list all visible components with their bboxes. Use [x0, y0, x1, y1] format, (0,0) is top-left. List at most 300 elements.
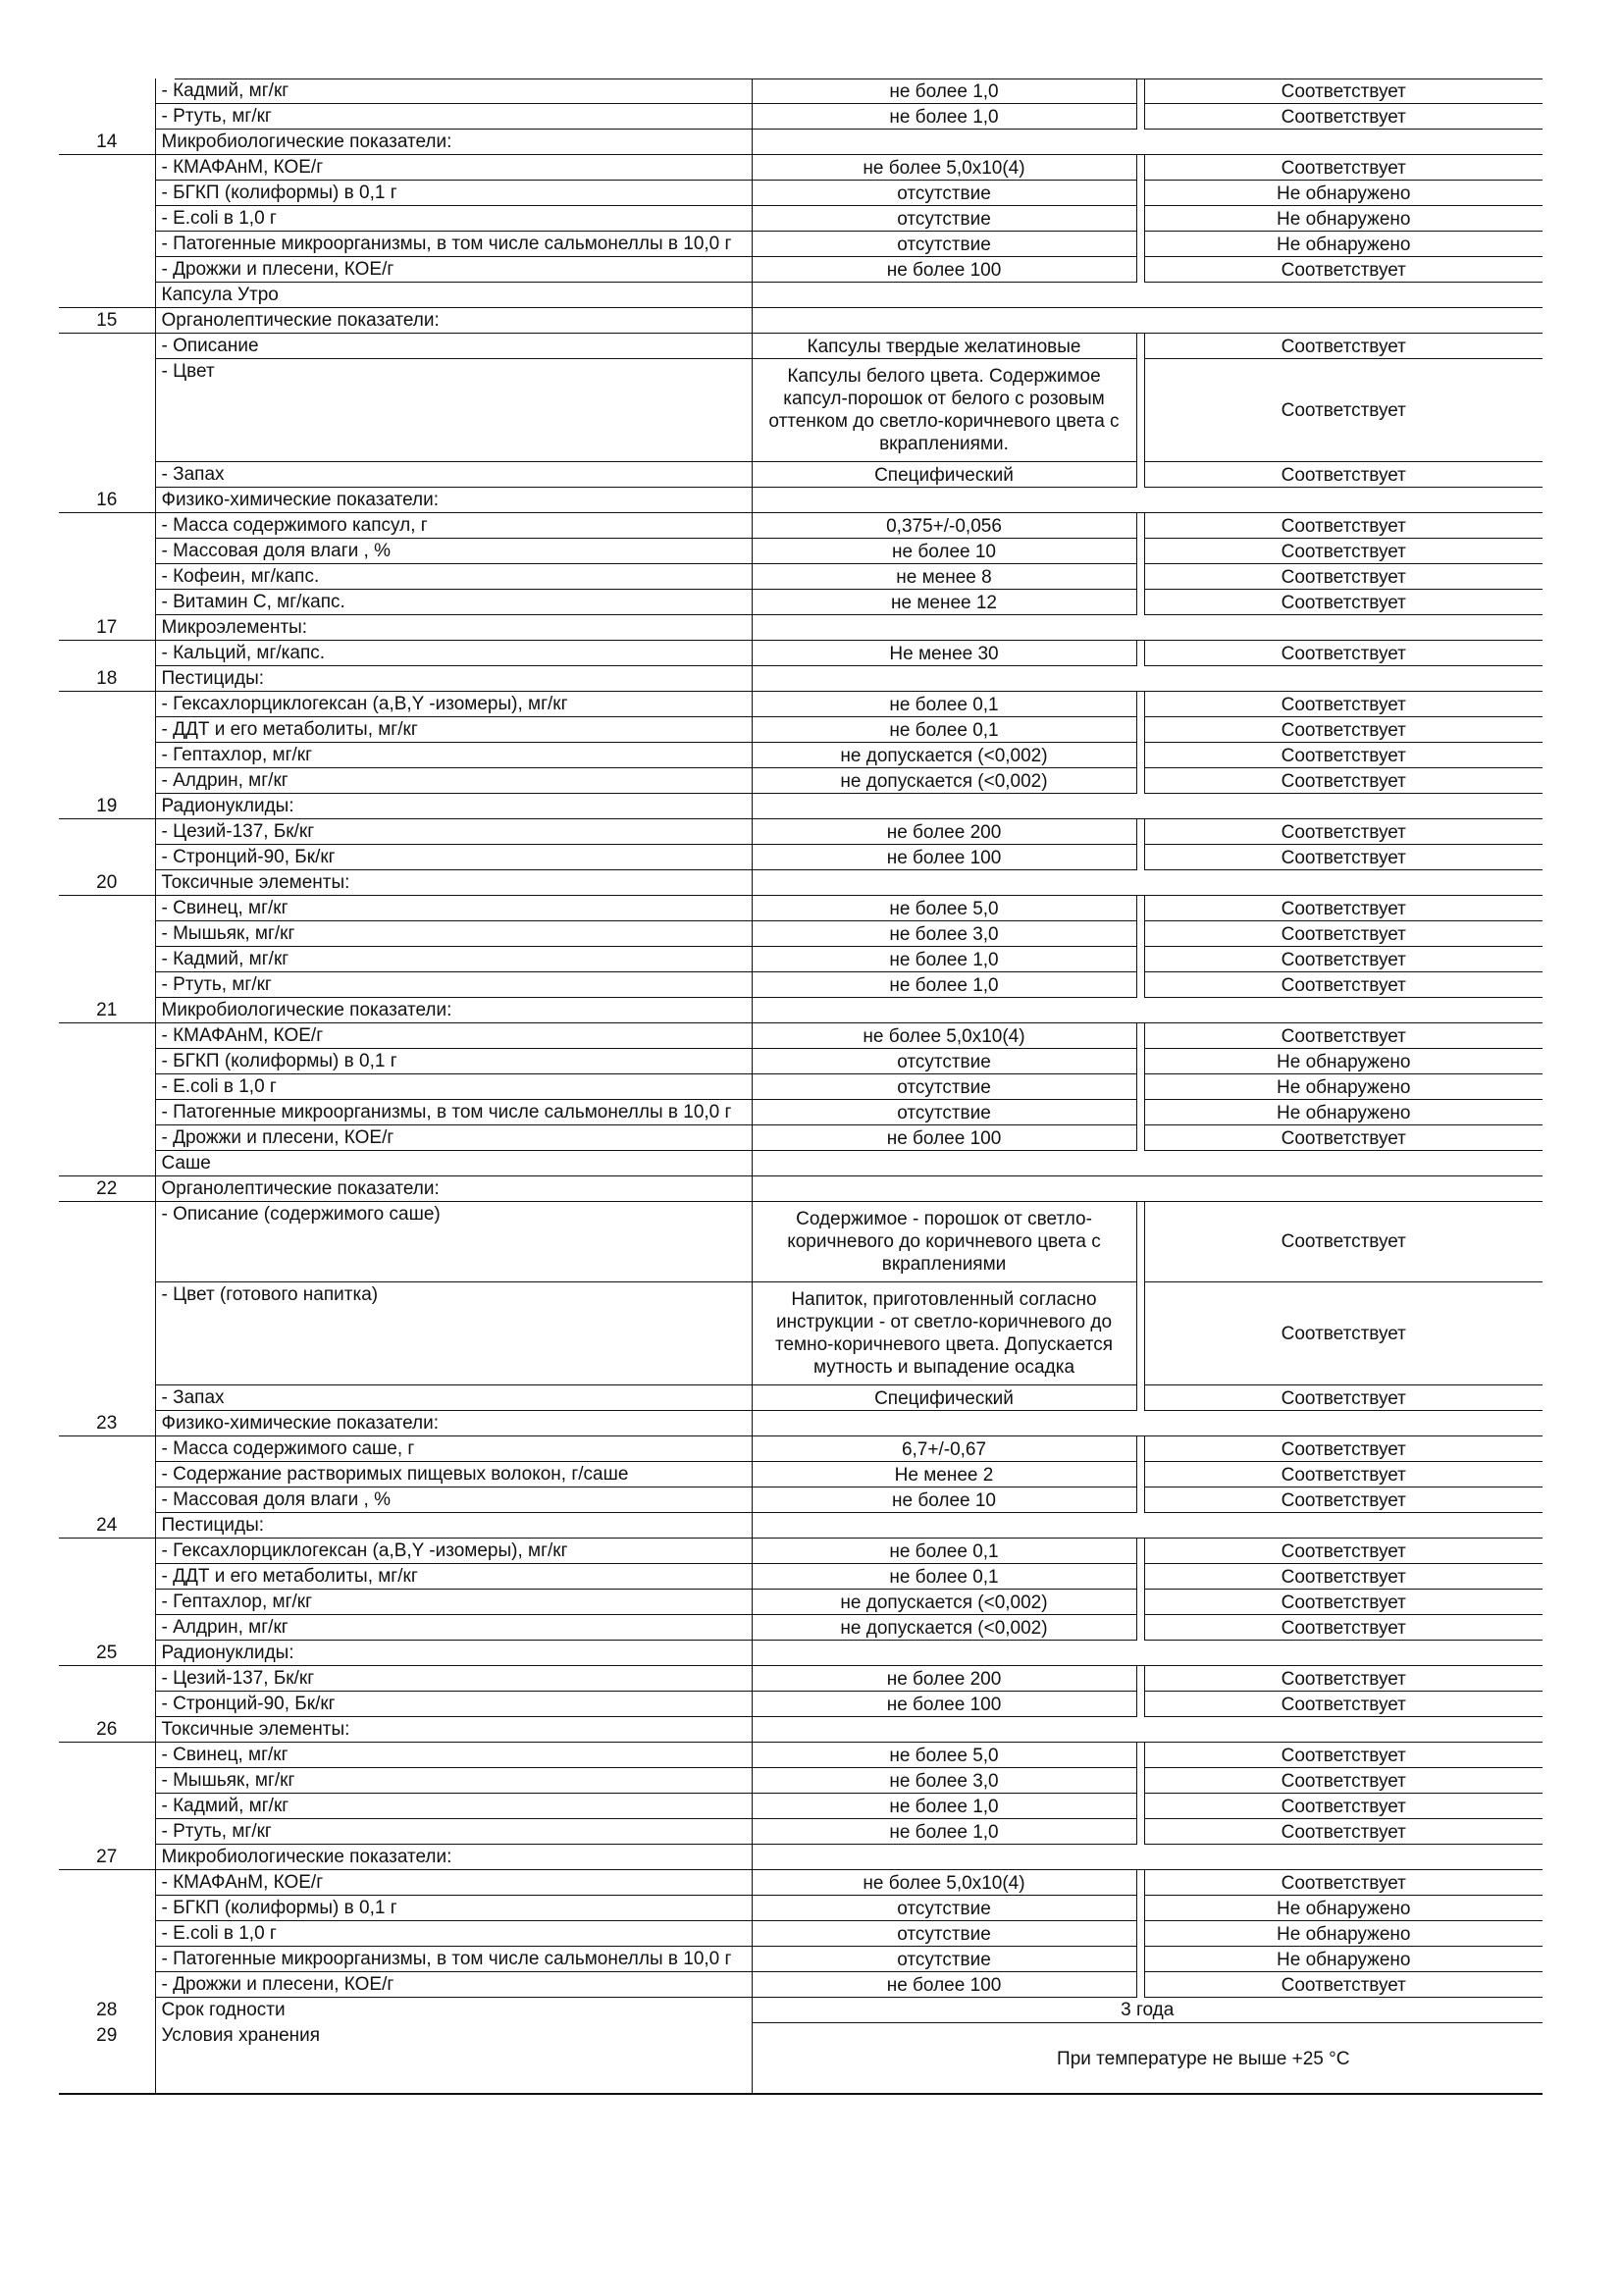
- column-gap: [1136, 1845, 1144, 1870]
- row-number-cell: [59, 717, 155, 743]
- storage-conditions-value: При температуре не выше +25 °С: [752, 2023, 1543, 2095]
- requirement-cell: отсутствие: [752, 1074, 1136, 1100]
- row-number-cell: [59, 1947, 155, 1972]
- column-gap: [1136, 1564, 1144, 1590]
- column-gap: [1136, 1870, 1144, 1896]
- requirement-cell: не более 100: [752, 1972, 1136, 1998]
- section-title-cell: Органолептические показатели:: [155, 308, 752, 334]
- row-number-cell: [59, 104, 155, 130]
- result-cell: Соответствует: [1144, 1743, 1543, 1768]
- indicator-name-cell: - Цезий-137, Бк/кг: [155, 819, 752, 845]
- requirement-cell: не более 10: [752, 539, 1136, 564]
- result-cell: Не обнаружено: [1144, 1074, 1543, 1100]
- product-header-row: [59, 1151, 1543, 1176]
- row-number-cell: [59, 1074, 155, 1100]
- row-number-cell: [59, 1385, 155, 1411]
- indicator-name-cell: - Алдрин, мг/кг: [155, 1615, 752, 1641]
- section-title-cell: Физико-химические показатели:: [155, 488, 752, 513]
- column-gap: [1136, 845, 1144, 870]
- empty-cell: [752, 130, 1136, 155]
- requirement-cell: отсутствие: [752, 206, 1136, 232]
- indicator-name-cell: - Запах: [155, 462, 752, 488]
- result-cell: Соответствует: [1144, 947, 1543, 972]
- requirement-cell: 6,7+/-0,67: [752, 1436, 1136, 1462]
- row-number-cell: [59, 1125, 155, 1151]
- empty-cell: [1144, 1513, 1543, 1539]
- specification-table: [59, 78, 1543, 2095]
- section-title-cell: Микроэлементы:: [155, 615, 752, 641]
- row-number-cell: [59, 1202, 155, 1282]
- section-number-cell: 19: [59, 794, 155, 819]
- result-cell: Соответствует: [1144, 1125, 1543, 1151]
- indicator-row: [59, 1539, 1543, 1564]
- row-number-cell: [59, 334, 155, 359]
- result-cell: Не обнаружено: [1144, 181, 1543, 206]
- indicator-name-cell: - Цвет (готового напитка): [155, 1282, 752, 1385]
- indicator-row: [59, 1125, 1543, 1151]
- requirement-cell: не более 100: [752, 1125, 1136, 1151]
- specification-table-body: [59, 78, 1543, 2094]
- result-cell: Не обнаружено: [1144, 1921, 1543, 1947]
- result-cell: Соответствует: [1144, 1819, 1543, 1845]
- result-cell: Соответствует: [1144, 896, 1543, 921]
- shelf-life-value: 3 года: [752, 1998, 1543, 2023]
- storage-conditions-row: [59, 2023, 1543, 2095]
- column-gap: [1136, 78, 1144, 104]
- indicator-row: [59, 513, 1543, 539]
- row-number-cell: [59, 1870, 155, 1896]
- requirement-cell: не менее 8: [752, 564, 1136, 590]
- result-cell: Соответствует: [1144, 641, 1543, 666]
- requirement-cell: Не менее 2: [752, 1462, 1136, 1487]
- empty-cell: [752, 1513, 1136, 1539]
- requirement-cell: Капсулы твердые желатиновые: [752, 334, 1136, 359]
- indicator-name-cell: - Кальций, мг/капс.: [155, 641, 752, 666]
- requirement-cell: не менее 12: [752, 590, 1136, 615]
- indicator-name-cell: - Гептахлор, мг/кг: [155, 743, 752, 768]
- indicator-name-cell: - Описание (содержимого саше): [155, 1202, 752, 1282]
- indicator-name-cell: - Гексахлорциклогексан (a,B,Y -изомеры), мг/кг: [155, 692, 752, 717]
- result-cell: Соответствует: [1144, 1023, 1543, 1049]
- indicator-name-cell: - ДДТ и его метаболиты, мг/кг: [155, 717, 752, 743]
- result-cell: Не обнаружено: [1144, 1049, 1543, 1074]
- requirement-cell: не более 0,1: [752, 692, 1136, 717]
- product-header-row: [59, 283, 1543, 308]
- column-gap: [1136, 641, 1144, 666]
- row-number-cell: [59, 155, 155, 181]
- result-cell: Соответствует: [1144, 462, 1543, 488]
- indicator-name-cell: - E.coli в 1,0 г: [155, 1074, 752, 1100]
- indicator-row: [59, 768, 1543, 794]
- indicator-row: [59, 181, 1543, 206]
- indicator-name-cell: - Кадмий, мг/кг: [155, 947, 752, 972]
- indicator-row: [59, 155, 1543, 181]
- indicator-name-cell: - Патогенные микроорганизмы, в том числе сальмонеллы в 10,0 г: [155, 232, 752, 257]
- section-number-cell: 16: [59, 488, 155, 513]
- row-number-cell: [59, 232, 155, 257]
- empty-cell: [1144, 998, 1543, 1023]
- indicator-name-cell: - БГКП (колиформы) в 0,1 г: [155, 1896, 752, 1921]
- indicator-name-cell: - БГКП (колиформы) в 0,1 г: [155, 181, 752, 206]
- indicator-name-cell: - Запах: [155, 1385, 752, 1411]
- indicator-row: [59, 1870, 1543, 1896]
- result-cell: Соответствует: [1144, 845, 1543, 870]
- column-gap: [1136, 1590, 1144, 1615]
- column-gap: [1136, 539, 1144, 564]
- product-title-cell: Саше: [155, 1151, 752, 1176]
- result-cell: Соответствует: [1144, 921, 1543, 947]
- indicator-name-cell: - Гептахлор, мг/кг: [155, 1590, 752, 1615]
- section-title-cell: Срок годности: [155, 1998, 752, 2023]
- row-number-cell: [59, 1436, 155, 1462]
- requirement-cell: не более 1,0: [752, 104, 1136, 130]
- row-number-cell: [59, 359, 155, 462]
- column-gap: [1136, 1921, 1144, 1947]
- requirement-cell: Не менее 30: [752, 641, 1136, 666]
- row-number-cell: [59, 78, 155, 104]
- indicator-name-cell: - Описание: [155, 334, 752, 359]
- indicator-name-cell: - Ртуть, мг/кг: [155, 104, 752, 130]
- row-number-cell: [59, 743, 155, 768]
- column-gap: [1136, 947, 1144, 972]
- result-cell: Соответствует: [1144, 1202, 1543, 1282]
- column-gap: [1136, 1743, 1144, 1768]
- specification-table-page: [59, 78, 1543, 2095]
- requirement-cell: отсутствие: [752, 1100, 1136, 1125]
- requirement-cell: не более 1,0: [752, 78, 1136, 104]
- indicator-row: [59, 1023, 1543, 1049]
- empty-cell: [1144, 488, 1543, 513]
- empty-cell: [1144, 615, 1543, 641]
- requirement-cell: отсутствие: [752, 1049, 1136, 1074]
- row-number-cell: [59, 1666, 155, 1692]
- column-gap: [1136, 972, 1144, 998]
- requirement-cell: не более 0,1: [752, 1564, 1136, 1590]
- column-gap: [1136, 692, 1144, 717]
- section-header-row: [59, 998, 1543, 1023]
- indicator-row: [59, 1487, 1543, 1513]
- column-gap: [1136, 232, 1144, 257]
- empty-cell: [1144, 1845, 1543, 1870]
- requirement-cell: не более 1,0: [752, 972, 1136, 998]
- section-title-cell: Условия хранения: [155, 2023, 752, 2095]
- result-cell: Не обнаружено: [1144, 206, 1543, 232]
- indicator-row: [59, 1896, 1543, 1921]
- section-header-row: [59, 1845, 1543, 1870]
- column-gap: [1136, 1125, 1144, 1151]
- section-number-cell: 28: [59, 1998, 155, 2023]
- column-gap: [1136, 615, 1144, 641]
- requirement-cell: не более 1,0: [752, 1819, 1136, 1845]
- requirement-cell: не более 5,0: [752, 896, 1136, 921]
- row-number-cell: [59, 641, 155, 666]
- indicator-row: [59, 717, 1543, 743]
- section-number-cell: 24: [59, 1513, 155, 1539]
- requirement-cell: не более 5,0x10(4): [752, 1870, 1136, 1896]
- empty-cell: [752, 1641, 1136, 1666]
- requirement-cell: не более 0,1: [752, 717, 1136, 743]
- result-cell: Соответствует: [1144, 1794, 1543, 1819]
- empty-cell: [1144, 308, 1543, 334]
- indicator-row: [59, 1947, 1543, 1972]
- column-gap: [1136, 1641, 1144, 1666]
- section-header-row: [59, 615, 1543, 641]
- indicator-row: [59, 1794, 1543, 1819]
- result-cell: Соответствует: [1144, 972, 1543, 998]
- column-gap: [1136, 513, 1144, 539]
- column-gap: [1136, 1100, 1144, 1125]
- empty-cell: [752, 1717, 1136, 1743]
- indicator-row: [59, 1564, 1543, 1590]
- indicator-name-cell: - Масса содержимого саше, г: [155, 1436, 752, 1462]
- section-title-cell: Микробиологические показатели:: [155, 998, 752, 1023]
- indicator-name-cell: - Стронций-90, Бк/кг: [155, 1692, 752, 1717]
- section-title-cell: Токсичные элементы:: [155, 1717, 752, 1743]
- indicator-row: [59, 590, 1543, 615]
- row-number-cell: [59, 1768, 155, 1794]
- indicator-name-cell: - КМАФАнМ, КОЕ/г: [155, 1870, 752, 1896]
- result-cell: Соответствует: [1144, 1462, 1543, 1487]
- empty-cell: [752, 870, 1136, 896]
- indicator-name-cell: - Дрожжи и плесени, КОЕ/г: [155, 257, 752, 283]
- column-gap: [1136, 1819, 1144, 1845]
- row-number-cell: [59, 206, 155, 232]
- indicator-row: [59, 232, 1543, 257]
- shelf-life-row: [59, 1998, 1543, 2023]
- requirement-cell: не более 3,0: [752, 1768, 1136, 1794]
- indicator-row: [59, 334, 1543, 359]
- column-gap: [1136, 1411, 1144, 1436]
- section-header-row: [59, 1176, 1543, 1202]
- column-gap: [1136, 896, 1144, 921]
- column-gap: [1136, 359, 1144, 462]
- indicator-name-cell: - КМАФАнМ, КОЕ/г: [155, 155, 752, 181]
- empty-cell: [752, 1151, 1136, 1176]
- indicator-row: [59, 1921, 1543, 1947]
- result-cell: Соответствует: [1144, 1972, 1543, 1998]
- indicator-name-cell: - КМАФАнМ, КОЕ/г: [155, 1023, 752, 1049]
- column-gap: [1136, 743, 1144, 768]
- indicator-row: [59, 1972, 1543, 1998]
- result-cell: Соответствует: [1144, 590, 1543, 615]
- section-title-cell: Физико-химические показатели:: [155, 1411, 752, 1436]
- indicator-name-cell: - Дрожжи и плесени, КОЕ/г: [155, 1125, 752, 1151]
- indicator-name-cell: - Ртуть, мг/кг: [155, 972, 752, 998]
- result-cell: Соответствует: [1144, 1615, 1543, 1641]
- indicator-row: [59, 1074, 1543, 1100]
- column-gap: [1136, 1151, 1144, 1176]
- result-cell: Соответствует: [1144, 1487, 1543, 1513]
- indicator-row: [59, 1049, 1543, 1074]
- indicator-row: [59, 1202, 1543, 1282]
- indicator-name-cell: - E.coli в 1,0 г: [155, 1921, 752, 1947]
- indicator-row: [59, 743, 1543, 768]
- indicator-row: [59, 1768, 1543, 1794]
- result-cell: Соответствует: [1144, 743, 1543, 768]
- empty-cell: [752, 283, 1136, 308]
- column-gap: [1136, 1513, 1144, 1539]
- column-gap: [1136, 768, 1144, 794]
- column-gap: [1136, 1896, 1144, 1921]
- indicator-name-cell: - Ртуть, мг/кг: [155, 1819, 752, 1845]
- section-title-cell: Микробиологические показатели:: [155, 130, 752, 155]
- section-header-row: [59, 1513, 1543, 1539]
- empty-cell: [752, 998, 1136, 1023]
- requirement-cell: отсутствие: [752, 181, 1136, 206]
- indicator-row: [59, 896, 1543, 921]
- result-cell: Не обнаружено: [1144, 232, 1543, 257]
- column-gap: [1136, 155, 1144, 181]
- column-gap: [1136, 181, 1144, 206]
- indicator-row: [59, 641, 1543, 666]
- empty-cell: [752, 1176, 1136, 1202]
- section-number-cell: 22: [59, 1176, 155, 1202]
- requirement-cell: не допускается (<0,002): [752, 1615, 1136, 1641]
- empty-cell: [752, 615, 1136, 641]
- section-header-row: [59, 1641, 1543, 1666]
- indicator-name-cell: - Цезий-137, Бк/кг: [155, 1666, 752, 1692]
- column-gap: [1136, 1972, 1144, 1998]
- row-number-cell: [59, 590, 155, 615]
- column-gap: [1136, 283, 1144, 308]
- indicator-row: [59, 1692, 1543, 1717]
- indicator-row: [59, 1615, 1543, 1641]
- section-title-cell: Пестициды:: [155, 666, 752, 692]
- requirement-cell: не допускается (<0,002): [752, 1590, 1136, 1615]
- section-number-cell: 14: [59, 130, 155, 155]
- requirement-cell: не более 1,0: [752, 947, 1136, 972]
- requirement-cell: не допускается (<0,002): [752, 768, 1136, 794]
- result-cell: Соответствует: [1144, 513, 1543, 539]
- indicator-name-cell: - Кофеин, мг/капс.: [155, 564, 752, 590]
- column-gap: [1136, 590, 1144, 615]
- result-cell: Соответствует: [1144, 359, 1543, 462]
- indicator-row: [59, 1666, 1543, 1692]
- column-gap: [1136, 334, 1144, 359]
- section-header-row: [59, 130, 1543, 155]
- section-number-cell: 18: [59, 666, 155, 692]
- section-number-cell: 21: [59, 998, 155, 1023]
- indicator-name-cell: - Дрожжи и плесени, КОЕ/г: [155, 1972, 752, 1998]
- section-title-cell: Органолептические показатели:: [155, 1176, 752, 1202]
- column-gap: [1136, 564, 1144, 590]
- requirement-cell: не более 200: [752, 1666, 1136, 1692]
- result-cell: Соответствует: [1144, 564, 1543, 590]
- indicator-row: [59, 1436, 1543, 1462]
- result-cell: Соответствует: [1144, 334, 1543, 359]
- empty-cell: [1144, 1151, 1543, 1176]
- indicator-row: [59, 1282, 1543, 1385]
- row-number-cell: [59, 1921, 155, 1947]
- section-header-row: [59, 794, 1543, 819]
- section-number-cell: 29: [59, 2023, 155, 2095]
- row-number-cell: [59, 1100, 155, 1125]
- result-cell: Соответствует: [1144, 717, 1543, 743]
- column-gap: [1136, 717, 1144, 743]
- result-cell: Соответствует: [1144, 257, 1543, 283]
- section-number-cell: [59, 1151, 155, 1176]
- row-number-cell: [59, 1564, 155, 1590]
- empty-cell: [1144, 870, 1543, 896]
- requirement-cell: Содержимое - порошок от светло-коричневого до коричневого цвета с вкраплениями: [752, 1202, 1136, 1282]
- indicator-row: [59, 1462, 1543, 1487]
- row-number-cell: [59, 768, 155, 794]
- indicator-row: [59, 359, 1543, 462]
- row-number-cell: [59, 462, 155, 488]
- indicator-row: [59, 921, 1543, 947]
- column-gap: [1136, 462, 1144, 488]
- section-number-cell: 23: [59, 1411, 155, 1436]
- result-cell: Соответствует: [1144, 1539, 1543, 1564]
- indicator-name-cell: - Свинец, мг/кг: [155, 1743, 752, 1768]
- indicator-row: [59, 539, 1543, 564]
- result-cell: Соответствует: [1144, 1436, 1543, 1462]
- row-number-cell: [59, 1794, 155, 1819]
- section-number-cell: [59, 283, 155, 308]
- result-cell: Не обнаружено: [1144, 1100, 1543, 1125]
- column-gap: [1136, 1176, 1144, 1202]
- requirement-cell: отсутствие: [752, 1896, 1136, 1921]
- empty-cell: [1144, 130, 1543, 155]
- section-title-cell: Радионуклиды:: [155, 794, 752, 819]
- column-gap: [1136, 1947, 1144, 1972]
- result-cell: Соответствует: [1144, 1564, 1543, 1590]
- row-number-cell: [59, 539, 155, 564]
- empty-cell: [752, 794, 1136, 819]
- column-gap: [1136, 1023, 1144, 1049]
- indicator-name-cell: - Витамин С, мг/капс.: [155, 590, 752, 615]
- row-number-cell: [59, 921, 155, 947]
- indicator-row: [59, 845, 1543, 870]
- indicator-row: [59, 104, 1543, 130]
- indicator-row: [59, 692, 1543, 717]
- row-number-cell: [59, 1282, 155, 1385]
- requirement-cell: Капсулы белого цвета. Содержимое капсул-порошок от белого с розовым оттенком до светло-коричневого цвета с вкраплениями.: [752, 359, 1136, 462]
- row-number-cell: [59, 1615, 155, 1641]
- indicator-name-cell: - Патогенные микроорганизмы, в том числе сальмонеллы в 10,0 г: [155, 1947, 752, 1972]
- row-number-cell: [59, 692, 155, 717]
- requirement-cell: не более 5,0x10(4): [752, 155, 1136, 181]
- section-header-row: [59, 488, 1543, 513]
- empty-cell: [752, 1845, 1136, 1870]
- result-cell: Соответствует: [1144, 1282, 1543, 1385]
- result-cell: Соответствует: [1144, 1870, 1543, 1896]
- section-number-cell: 15: [59, 308, 155, 334]
- indicator-name-cell: - Массовая доля влаги , %: [155, 1487, 752, 1513]
- column-gap: [1136, 1717, 1144, 1743]
- requirement-cell: не более 5,0x10(4): [752, 1023, 1136, 1049]
- column-gap: [1136, 1794, 1144, 1819]
- requirement-cell: не более 200: [752, 819, 1136, 845]
- requirement-cell: не более 1,0: [752, 1794, 1136, 1819]
- result-cell: Соответствует: [1144, 539, 1543, 564]
- row-number-cell: [59, 1462, 155, 1487]
- section-number-cell: 17: [59, 615, 155, 641]
- column-gap: [1136, 257, 1144, 283]
- indicator-row: [59, 1590, 1543, 1615]
- section-number-cell: 20: [59, 870, 155, 896]
- requirement-cell: Специфический: [752, 1385, 1136, 1411]
- section-header-row: [59, 308, 1543, 334]
- column-gap: [1136, 1615, 1144, 1641]
- empty-cell: [1144, 1176, 1543, 1202]
- section-title-cell: Микробиологические показатели:: [155, 1845, 752, 1870]
- section-number-cell: 26: [59, 1717, 155, 1743]
- column-gap: [1136, 794, 1144, 819]
- requirement-cell: не более 10: [752, 1487, 1136, 1513]
- section-title-cell: Пестициды:: [155, 1513, 752, 1539]
- requirement-cell: отсутствие: [752, 1921, 1136, 1947]
